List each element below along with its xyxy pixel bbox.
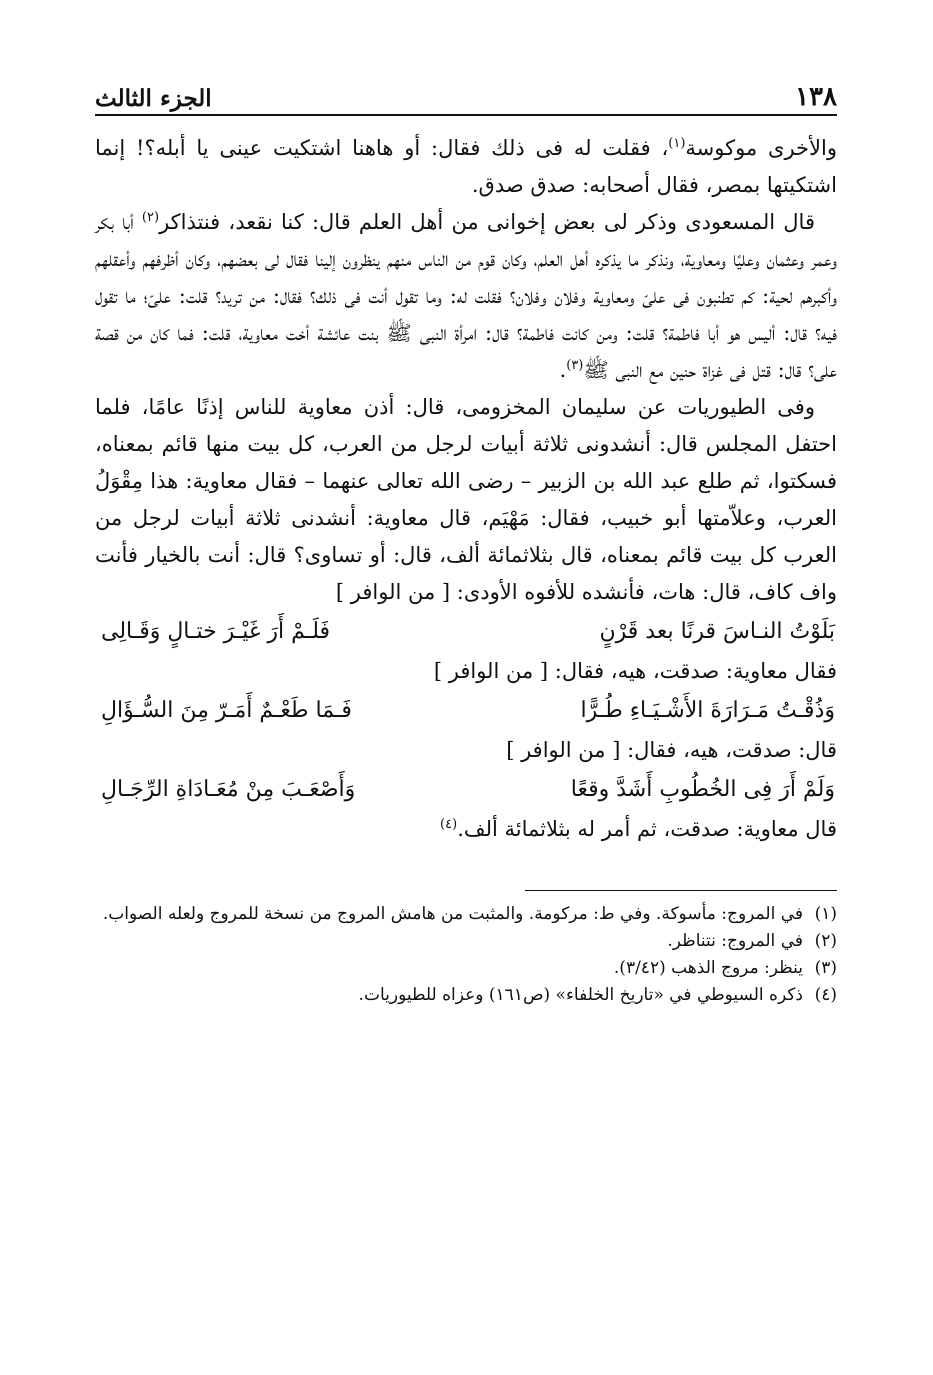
paragraph-1	[95, 130, 837, 204]
verse-1-second-hemistich: فَلَـمْ أَرَ غَيْـرَ ختـالٍ وَقَـالِى	[101, 619, 331, 644]
footnote-number: (٢)	[814, 931, 837, 951]
paragraph-1-end: ، فقلت له فى ذلك فقال: أو هاهنا اشتكيت عينى يا أبله؟! إنما اشتكيتها بمصر، فقال أصحابه: صدق صدق.	[95, 136, 837, 197]
running-header	[95, 72, 837, 112]
footnote-separator	[525, 890, 837, 891]
footnote-number: (١)	[814, 904, 837, 924]
paragraph-2	[95, 204, 837, 389]
dialogue-line-1: فقال معاوية: صدقت، هيه، فقال: [ من الوافر ]	[433, 659, 837, 683]
page-number: ١٣٨	[795, 82, 837, 112]
header-rule	[95, 114, 837, 116]
book-page	[95, 72, 837, 1009]
closing-line-text: قال معاوية: صدقت، ثم أمر له بثلاثمائة ألف.	[457, 817, 837, 841]
paragraph-2-end: .	[559, 358, 567, 382]
footnote-1	[95, 901, 837, 928]
footnote-ref-3: (٣)	[566, 358, 584, 373]
footnote-ref-1: (١)	[668, 136, 686, 151]
paragraph-2-middle: أبا بكر وعمر وعثمان وعليًا ومعاوية، ونذكر ما يذكره أهل العلم، وكان قوم من الناس منهم ينظرون إلينا فقال لى بعضهم، وكان أظرفهم وأعقلهم وأكبرهم لحية: كم تطنبون فى علىّ ومعاوية وفلان وفلان؟ فقلت له: وما تقول أنت فى ذلك؟ فقال: من تريد؟ قلت: علىّ؛ ما تقول فيه؟ قال: أليس هو أبا فاطمة؟ قلت: ومن كانت فاطمة؟ قال: امرأة النبى ﷺ بنت عائشة أخت معاوية، قلت: فما كان من قصة على؟ قال: قتل فى غزاة حنين مع النبى ﷺ	[95, 210, 837, 382]
verse-3	[95, 769, 837, 811]
closing-line	[95, 811, 837, 848]
verse-1	[95, 611, 837, 653]
verse-3-first-hemistich: وَلَمْ أَرَ فِى الخُطُوبِ أَشَدَّ وقعًا	[570, 777, 835, 802]
paragraph-2-start: قال المسعودى وذكر لى بعض إخوانى من أهل العلم قال: كنا نقعد، فنتذاكر	[159, 210, 815, 234]
dialogue-line-2: قال: صدقت، هيه، فقال: [ من الوافر ]	[506, 738, 837, 762]
paragraph-1-start: والأخرى موكوسة	[685, 136, 837, 160]
footnote-number: (٤)	[814, 985, 837, 1005]
footnotes	[95, 901, 837, 1009]
footnote-text: في المروج: مأسوكة. وفي ط: مركومة. والمثبت من هامش المروج من نسخة للمروج ولعله الصواب.	[102, 904, 803, 924]
verse-3-second-hemistich: وَأَصْعَـبَ مِنْ مُعَـادَاةِ الرِّجَـالِ	[101, 777, 356, 802]
footnote-number: (٣)	[814, 958, 837, 978]
verse-2-second-hemistich: فَـمَا طَعْـمٌ أَمَـرّ مِنَ السُّـؤَالِ	[101, 698, 352, 723]
footnote-2	[95, 928, 837, 955]
verse-2	[95, 690, 837, 732]
footnote-text: في المروج: نتناظر.	[667, 931, 803, 951]
verse-1-first-hemistich: بَلَوْتُ النـاسَ قرنًا بعد قَرْنٍ	[599, 619, 835, 644]
main-text	[95, 130, 837, 848]
footnote-3	[95, 955, 837, 982]
footnote-ref-4: (٤)	[440, 817, 458, 832]
footnote-ref-2: (٢)	[141, 210, 160, 225]
verse-2-first-hemistich: وَذُقْـتُ مَـرَارَةَ الأَشْـيَـاءِ طُـرًّا	[580, 698, 835, 723]
running-title: الجزء الثالث	[95, 85, 212, 112]
footnote-4	[95, 982, 837, 1009]
footnote-text: ينظر: مروج الذهب (٣/٤٢).	[613, 958, 803, 978]
footnote-text: ذكره السيوطي في «تاريخ الخلفاء» (ص١٦١) وعزاه للطيوريات.	[358, 985, 803, 1005]
paragraph-3: وفى الطيوريات عن سليمان المخزومى، قال: أذن معاوية للناس إذنًا عامًا، فلما احتفل المجلس قال: أنشدونى ثلاثة أبيات لرجل من العرب، كل بيت منها قائم بمعناه، فسكتوا، ثم طلع عبد الله بن الزبير – رضى الله تعالى عنهما – فقال معاوية: هذا مِقْوَلُ العرب، وعلاّمتها أبو خبيب، فقال: مَهْيَم، قال معاوية: أنشدنى ثلاثة أبيات لرجل من العرب كل بيت قائم بمعناه، قال بثلاثمائة ألف، قال: أو تساوى؟ قال: أنت بالخيار فأنت واف كاف، قال: هات، فأنشده للأفوه الأودى: [ من الوافر ]	[95, 395, 837, 604]
